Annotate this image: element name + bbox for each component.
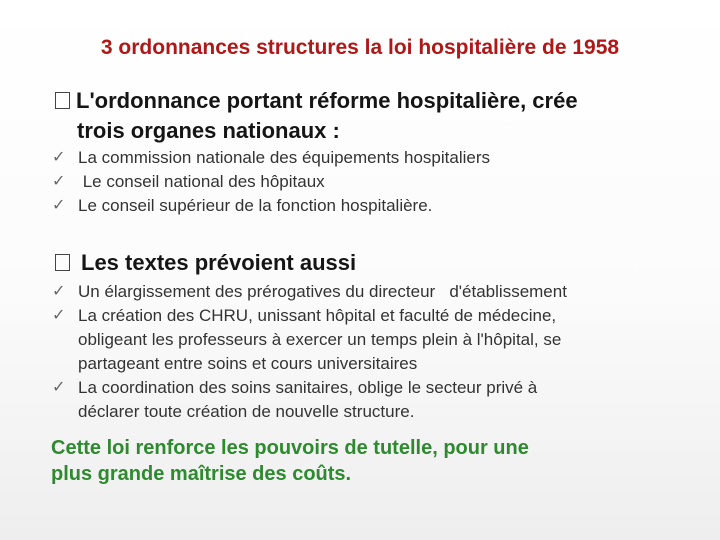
- checkbox-icon: [55, 254, 70, 271]
- checkbox-icon: [55, 92, 70, 109]
- checkmark-icon: ✓: [52, 379, 66, 396]
- checkmark-icon: ✓: [52, 173, 66, 190]
- checkmark-icon: ✓: [52, 197, 66, 214]
- list-item: ✓ Un élargissement des prérogatives du directeur d'établissement: [52, 280, 692, 304]
- section-heading-line1: L'ordonnance portant réforme hospitalière, crée: [76, 88, 578, 113]
- checkmark-icon: ✓: [52, 149, 66, 166]
- list-item: ✓ La commission nationale des équipements hospitaliers: [52, 146, 692, 170]
- section-ordonnance: [55, 86, 578, 146]
- slide-title: 3 ordonnances structures la loi hospitalière de 1958: [100, 36, 620, 59]
- list-item: ✓ Le conseil supérieur de la fonction hospitalière.: [52, 194, 692, 218]
- checkmark-icon: ✓: [52, 307, 66, 324]
- list-item: ✓ Le conseil national des hôpitaux: [52, 170, 692, 194]
- textes-bullet-list: [52, 280, 692, 424]
- section-heading: Les textes prévoient aussi: [81, 250, 357, 275]
- list-item: ✓ La création des CHRU, unissant hôpital et faculté de médecine, obligeant les professeurs à exercer un temps plein à l'hôpital, se partageant entre soins et cours universitaires: [52, 306, 562, 373]
- checkmark-icon: ✓: [52, 283, 66, 300]
- section-textes: [55, 248, 356, 278]
- list-item: ✓ La coordination des soins sanitaires, oblige le secteur privé à déclarer toute création de nouvelle structure.: [52, 378, 538, 421]
- conclusion-text: Cette loi renforce les pouvoirs de tutelle, pour une plus grande maîtrise des coûts.: [51, 437, 529, 485]
- ordonnance-bullet-list: [52, 146, 692, 218]
- section-heading-line2: trois organes nationaux :: [77, 118, 340, 143]
- section-heading: [55, 86, 578, 116]
